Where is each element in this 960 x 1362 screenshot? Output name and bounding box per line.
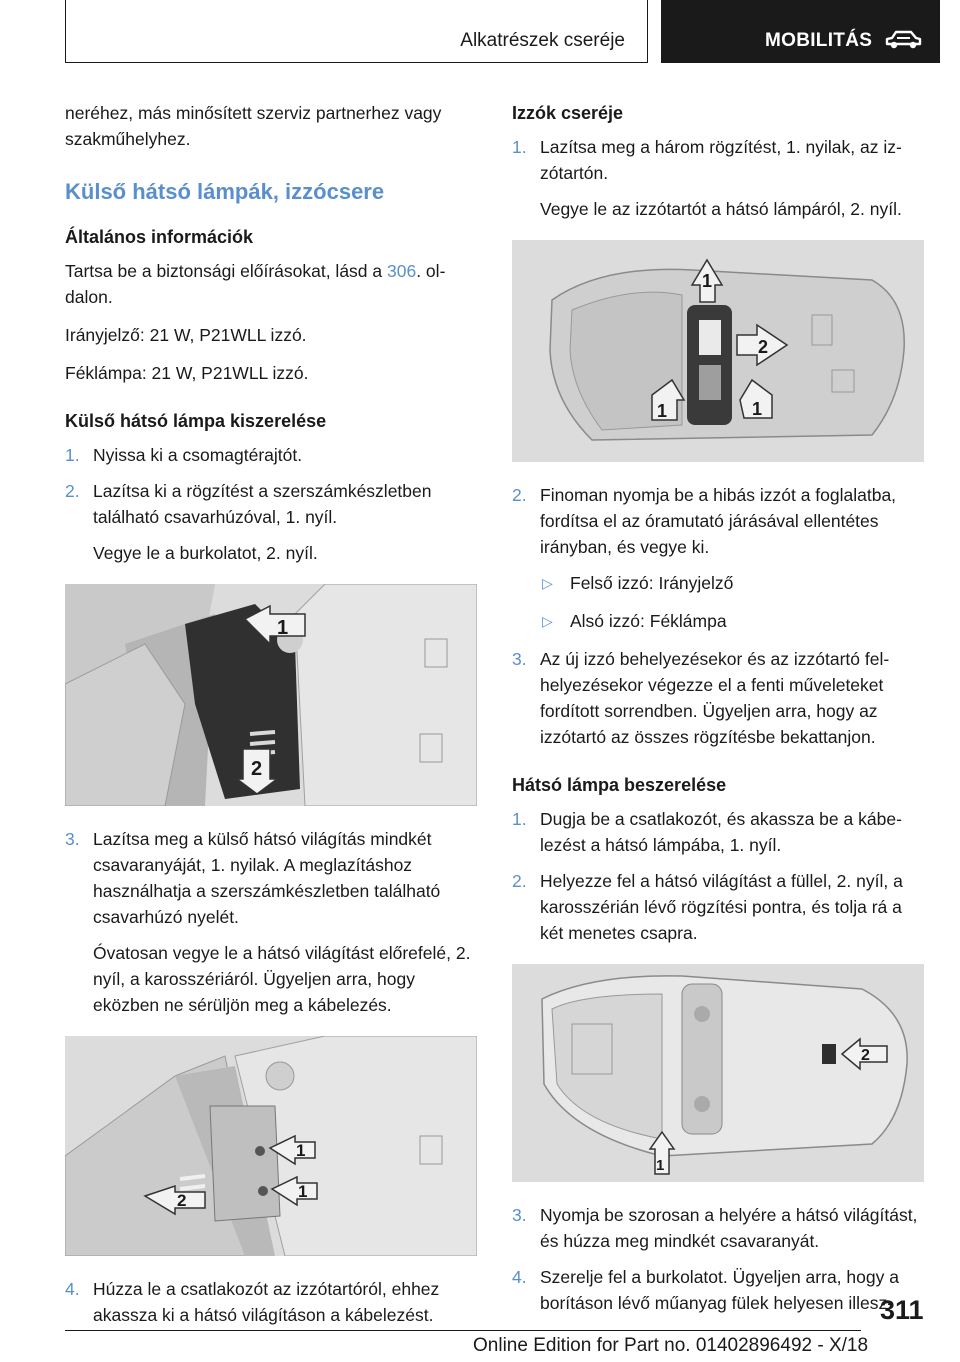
figure-trunk-cover-illustration: [65, 584, 477, 806]
step-number: 2.: [512, 871, 527, 891]
header-section-title: Alkatrészek cseréje: [460, 30, 625, 51]
step-text: Nyissa ki a csomagtérajtót.: [93, 445, 303, 465]
page-reference-link[interactable]: 306: [387, 261, 417, 281]
removal-heading: Külső hátsó lámpa kiszerelése: [65, 411, 327, 431]
removal-step: [65, 826, 477, 930]
bulb-bullet: [512, 608, 924, 634]
step-text: Lazítsa meg a külső hátsó világítás mindkét csavaranyáját, 1. nyilak. A meglazításhoz használhatja a szerszámkészletben található csavarhúzó nyelét.: [93, 829, 441, 927]
turn-signal-spec: Irányjelző: 21 W, P21WLL izzó.: [65, 325, 307, 345]
figure-callout-2: 2: [177, 1191, 187, 1210]
general-info-heading: Általános információk: [65, 227, 254, 247]
chapter-tab[interactable]: [661, 0, 940, 63]
step-number: 1.: [512, 809, 527, 829]
right-column: [512, 100, 924, 1326]
install-step: [512, 806, 924, 858]
figure-callout-2: 2: [251, 758, 263, 780]
figure-light-install: [512, 964, 924, 1182]
figure-light-nuts-illustration: [65, 1036, 477, 1256]
figure-callout-1: 1: [277, 617, 289, 639]
bulb-change-heading: Izzók cseréje: [512, 103, 624, 123]
bulb-step: [512, 134, 924, 186]
step-text: Nyomja be szorosan a helyére a hátsó világítást, és húzza meg mindkét csavaranyát.: [540, 1205, 918, 1251]
figure-callout-2: 2: [861, 1047, 870, 1064]
step-number: 1.: [65, 445, 80, 465]
step-number: 1.: [512, 137, 527, 157]
step-number: 3.: [512, 649, 527, 669]
install-step: [512, 868, 924, 946]
install-step: [512, 1264, 924, 1316]
intro-text: neréhez, más minősített szerviz partnerhez vagy szakműhelyhez.: [65, 103, 442, 149]
footer-edition: Online Edition for Part no. 01402896492 - X/18: [473, 1335, 869, 1356]
figure-callout-1a: 1: [657, 401, 668, 421]
step-number: 3.: [512, 1205, 527, 1225]
step-text: Lazítsa ki a rögzítést a szerszámkészletben található csavarhúzóval, 1. nyíl.: [93, 481, 432, 527]
step-text: Finoman nyomja be a hibás izzót a foglalatba, fordítsa el az óramutató járásával ellentétes irányban, és vegye ki.: [540, 485, 897, 557]
step-text: Dugja be a csatlakozót, és akassza be a kábelezést a hátsó lámpába, 1. nyíl.: [540, 809, 902, 855]
removal-step: [65, 478, 477, 530]
page-number: 311: [880, 1295, 924, 1325]
figure-callout-1b: 1: [752, 399, 763, 419]
bulb-bullet: [512, 570, 924, 596]
step-number: 2.: [512, 485, 527, 505]
step-text: Lazítsa meg a három rögzítést, 1. nyilak, az izzótartón.: [540, 137, 902, 183]
figure-callout-1a: 1: [296, 1141, 306, 1160]
triangle-bullet-icon: ▷: [542, 575, 553, 591]
figure-trunk-cover: [65, 584, 477, 806]
step-number: 3.: [65, 829, 80, 849]
step-text: Az új izzó behelyezésekor és az izzótartó felhelyezésekor végezze el a fenti műveleteket fordított sorrendben. Ügyeljen arra, hogy az izzótartó az összes rögzítésbe bekattanjon.: [540, 649, 890, 747]
step-subtext: Óvatosan vegye le a hátsó világítást előrefelé, 2. nyíl, a karosszériáról. Ügyeljen arra, hogy eközben ne sérüljön meg a kábelezés.: [93, 943, 471, 1015]
left-column: [65, 100, 477, 1338]
removal-step: [65, 1276, 477, 1328]
figure-bulb-holder: [512, 240, 924, 462]
safety-text-post: . oldalon.: [65, 261, 446, 307]
step-text: Szerelje fel a burkolatot. Ügyeljen arra, hogy a borításon lévő műanyag fülek helyesen illesz-: [540, 1267, 899, 1313]
step-number: 4.: [65, 1279, 80, 1299]
step-subtext: Vegye le a burkolatot, 2. nyíl.: [93, 543, 318, 563]
step-text: Húzza le a csatlakozót az izzótartóról, ehhez akassza ki a hátsó világításon a kábelezést.: [93, 1279, 440, 1325]
install-step: [512, 1202, 924, 1254]
step-subtext: Vegye le az izzótartót a hátsó lámpáról, 2. nyíl.: [540, 199, 902, 219]
install-heading: Hátsó lámpa beszerelése: [512, 775, 727, 795]
step-number: 2.: [65, 481, 80, 501]
safety-note: [65, 258, 477, 310]
bullet-text: Alsó izzó: Féklámpa: [570, 611, 727, 631]
car-icon: [884, 29, 922, 51]
footer-divider: [65, 1330, 861, 1331]
safety-text-pre: Tartsa be a biztonsági előírásokat, lásd a: [65, 261, 387, 281]
figure-light-nuts: [65, 1036, 477, 1256]
removal-step: [65, 442, 477, 468]
figure-light-install-illustration: [512, 964, 924, 1182]
step-number: 4.: [512, 1267, 527, 1287]
figure-callout-1: 1: [656, 1157, 665, 1174]
chapter-tab-label: MOBILITÁS: [765, 30, 873, 51]
header-section-box: [65, 0, 648, 63]
step-text: Helyezze fel a hátsó világítást a füllel, 2. nyíl, a karosszérián lévő rögzítési pontra, és tolja rá a két menetes csapra.: [540, 871, 903, 943]
figure-bulb-holder-illustration: [512, 240, 924, 462]
bulb-step: [512, 646, 924, 750]
section-heading: Külső hátsó lámpák, izzócsere: [65, 179, 385, 204]
triangle-bullet-icon: ▷: [542, 613, 553, 629]
bulb-step: [512, 482, 924, 560]
brake-light-spec: Féklámpa: 21 W, P21WLL izzó.: [65, 363, 309, 383]
bullet-text: Felső izzó: Irányjelző: [570, 573, 734, 593]
figure-callout-1b: 1: [298, 1182, 308, 1201]
figure-callout-1: 1: [702, 271, 713, 291]
figure-callout-2: 2: [758, 337, 769, 357]
